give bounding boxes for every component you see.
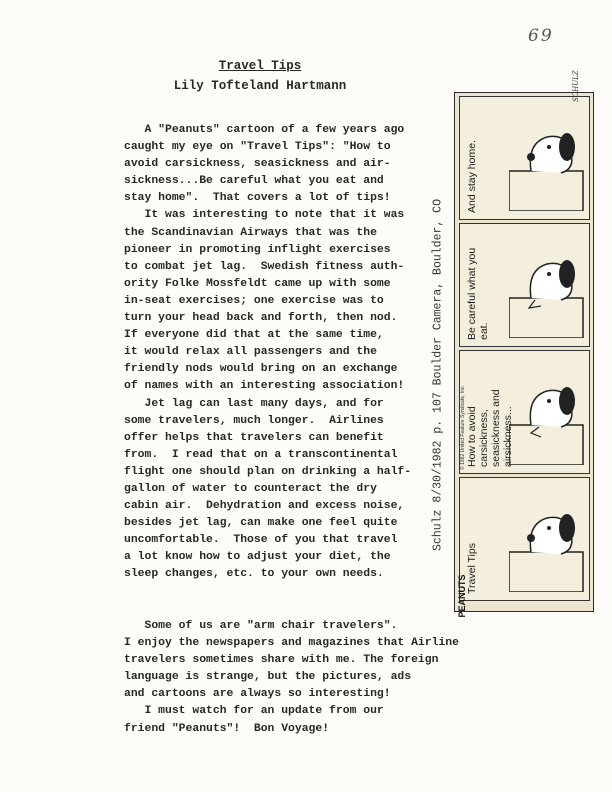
text-line: It was interesting to note that it was: [124, 209, 405, 222]
text-line: of names with an interesting association!: [124, 380, 405, 393]
article-body: [124, 122, 444, 584]
comic-panel-2: [459, 350, 590, 474]
text-line: some travelers, much longer. Airlines: [124, 414, 384, 427]
text-line: and cartoons are always so interesting!: [124, 688, 391, 701]
comic-panel-1: [459, 477, 590, 601]
comic-panel-3: [459, 223, 590, 347]
text-line: from. I read that on a transcontinental: [124, 448, 398, 461]
text-line: cabin air. Dehydration and excess noise,: [124, 500, 405, 513]
text-line: uncomfortable. Those of you that travel: [124, 534, 398, 547]
text-line: language is strange, but the pictures, ads: [124, 671, 412, 684]
text-line: turn your head back and forth, then nod.: [124, 312, 398, 325]
text-line: offer helps that travelers can benefit: [124, 431, 384, 444]
comic-panel-1-text: Travel Tips: [466, 543, 478, 594]
article-title: Travel Tips: [218, 59, 302, 73]
snoopy-illustration: [509, 107, 587, 211]
comic-panel-2-text: How to avoid carsickness, seasickness and airsickness...: [466, 389, 514, 467]
text-line: Jet lag can last many days, and for: [124, 397, 384, 410]
text-line: the Scandinavian Airways that was the: [124, 226, 377, 239]
snoopy-illustration: [509, 488, 587, 592]
text-line: travelers sometimes share with me. The foreign: [124, 654, 439, 667]
peanuts-comic-strip: [454, 92, 594, 612]
comic-signature: SCHULZ: [572, 70, 580, 102]
text-line: sleep changes, etc. to your own needs.: [124, 568, 384, 581]
text-line: ority Folke Mossfeldt came up with some: [124, 277, 391, 290]
text-line: Some of us are "arm chair travelers".: [124, 620, 398, 632]
comic-panel-4-text: And stay home.: [466, 140, 478, 213]
page-number: 69: [528, 26, 554, 46]
text-line: A "Peanuts" cartoon of a few years ago: [124, 124, 405, 136]
comic-panel-4: [459, 96, 590, 220]
peanuts-logo: [454, 574, 470, 618]
clipping-caption: Schulz 8/30/1982 p. 107 Boulder Camera, Boulder, CO: [431, 199, 445, 551]
text-line: caught my eye on "Travel Tips": "How to: [124, 141, 391, 154]
text-line: If everyone did that at the same time,: [124, 329, 384, 342]
text-line: I must watch for an update from our: [124, 705, 384, 718]
text-line: avoid carsickness, seasickness and air-: [124, 158, 391, 171]
text-line: friendly nods would bring on an exchange: [124, 363, 398, 376]
snoopy-illustration: [509, 361, 587, 465]
text-line: besides jet lag, can make one feel quite: [124, 517, 398, 530]
text-line: I enjoy the newspapers and magazines that Airline: [124, 637, 459, 650]
comic-panel-3-text: Be careful what you eat.: [466, 247, 490, 340]
peanuts-logo-text: PEANUTS: [457, 574, 467, 618]
text-line: flight one should plan on drinking a half-: [124, 465, 412, 478]
text-line: friend "Peanuts"! Bon Voyage!: [124, 722, 330, 735]
article-author: Lily Tofteland Hartmann: [173, 79, 347, 93]
article-body-full-width: [124, 618, 459, 738]
text-line: in-seat exercises; one exercise was to: [124, 294, 384, 307]
text-line: it would relax all passengers and the: [124, 346, 377, 359]
text-line: pioneer in promoting inflight exercises: [124, 243, 391, 256]
text-line: stay home". That covers a lot of tips!: [124, 192, 391, 205]
text-line: a lot know how to adjust your diet, the: [124, 551, 391, 564]
text-line: gallon of water to counteract the dry: [124, 482, 377, 495]
text-line: to combat jet lag. Swedish fitness auth-: [124, 260, 405, 273]
comic-copyright: © 1982 United Feature Syndicate, Inc.: [460, 385, 466, 470]
text-line: sickness...Be careful what you eat and: [124, 175, 384, 188]
snoopy-illustration: [509, 234, 587, 338]
